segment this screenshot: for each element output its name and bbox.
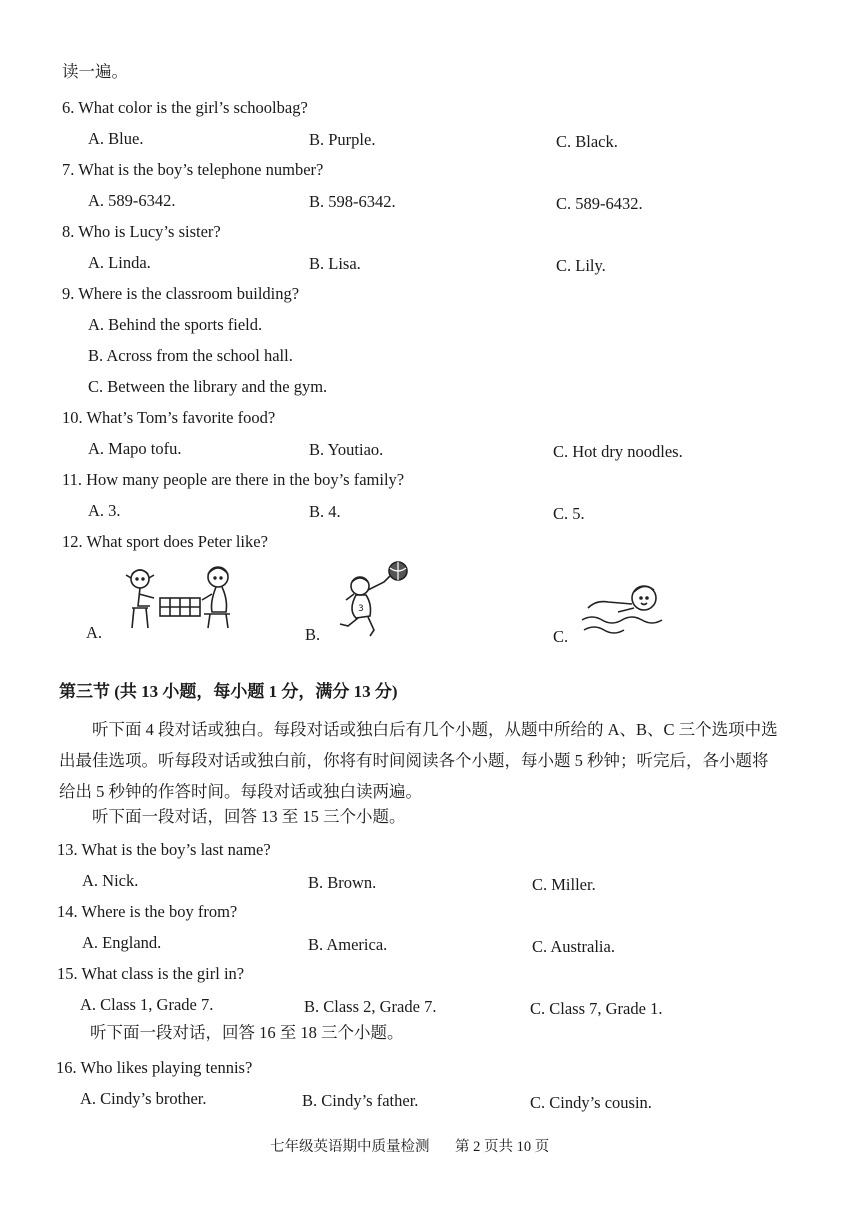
q10-option-a: A. Mapo tofu. [88, 439, 182, 458]
question-8: 8. Who is Lucy’s sister? [62, 222, 221, 241]
q15-option-c: C. Class 7, Grade 1. [530, 999, 663, 1018]
q10-option-b: B. Youtiao. [309, 440, 384, 459]
q7-option-b: B. 598-6342. [309, 192, 396, 211]
q13-option-a: A. Nick. [82, 871, 139, 890]
q8-option-a: A. Linda. [88, 253, 151, 272]
ping-pong-players-icon [120, 562, 240, 634]
q11-option-b: B. 4. [309, 502, 341, 521]
question-13: 13. What is the boy’s last name? [57, 840, 271, 859]
q12-option-a: A. [86, 623, 103, 642]
svg-text:3: 3 [358, 604, 364, 614]
q14-option-b: B. America. [308, 935, 388, 954]
intro-tail: 读一遍。 [62, 62, 128, 81]
q11-option-c: C. 5. [553, 504, 585, 523]
swimmer-icon [578, 578, 668, 642]
question-12: 12. What sport does Peter like? [62, 532, 268, 551]
q6-option-b: B. Purple. [309, 130, 376, 149]
q6-option-c: C. Black. [556, 132, 618, 151]
q11-option-a: A. 3. [88, 501, 121, 520]
q14-option-a: A. England. [82, 933, 162, 952]
q7-option-c: C. 589-6432. [556, 194, 643, 213]
question-10: 10. What’s Tom’s favorite food? [62, 408, 276, 427]
q15-option-b: B. Class 2, Grade 7. [304, 997, 437, 1016]
question-16: 16. Who likes playing tennis? [56, 1058, 253, 1077]
q7-option-a: A. 589-6342. [88, 191, 176, 210]
q13-option-b: B. Brown. [308, 873, 377, 892]
q16-option-c: C. Cindy’s cousin. [530, 1093, 652, 1112]
q8-option-b: B. Lisa. [309, 254, 361, 273]
footer-exam-name: 七年级英语期中质量检测 [270, 1139, 430, 1155]
q9-option-a: A. Behind the sports field. [88, 315, 263, 334]
q9-option-c: C. Between the library and the gym. [88, 377, 328, 396]
q15-option-a: A. Class 1, Grade 7. [80, 995, 214, 1014]
q6-option-a: A. Blue. [88, 129, 144, 148]
q16-option-b: B. Cindy’s father. [302, 1091, 419, 1110]
section-3-heading: 第三节 (共 13 小题，每小题 1 分，满分 13 分) [59, 682, 398, 701]
q13-option-c: C. Miller. [532, 875, 596, 894]
dialog-1-intro: 听下面一段对话，回答 13 至 15 三个小题。 [92, 807, 406, 826]
basketball-player-icon [334, 560, 414, 642]
question-9: 9. Where is the classroom building? [62, 284, 300, 303]
question-7: 7. What is the boy’s telephone number? [62, 160, 324, 179]
question-6: 6. What color is the girl’s schoolbag? [62, 98, 308, 117]
q9-option-b: B. Across from the school hall. [88, 346, 293, 365]
q12-option-c: C. [553, 627, 569, 646]
footer-page-info: 第 2 页共 10 页 [455, 1139, 550, 1155]
q12-option-b: B. [305, 625, 321, 644]
question-11: 11. How many people are there in the boy’s family? [62, 470, 405, 489]
q10-option-c: C. Hot dry noodles. [553, 442, 683, 461]
section-3-instructions: 听下面 4 段对话或独白。每段对话或独白后有几个小题，从题中所给的 A、B、C 三个选项中选出最佳选项。听每段对话或独白前，你将有时间阅读各个小题，每小题 5 秒钟；听完后，各小题将给出 5 秒钟的作答时间。每段对话或独白读两遍。 [59, 720, 778, 801]
q16-option-a: A. Cindy’s brother. [80, 1089, 207, 1108]
q14-option-c: C. Australia. [532, 937, 615, 956]
question-15: 15. What class is the girl in? [57, 964, 245, 983]
dialog-2-intro: 听下面一段对话，回答 16 至 18 三个小题。 [90, 1023, 404, 1042]
question-14: 14. Where is the boy from? [57, 902, 238, 921]
q8-option-c: C. Lily. [556, 256, 606, 275]
